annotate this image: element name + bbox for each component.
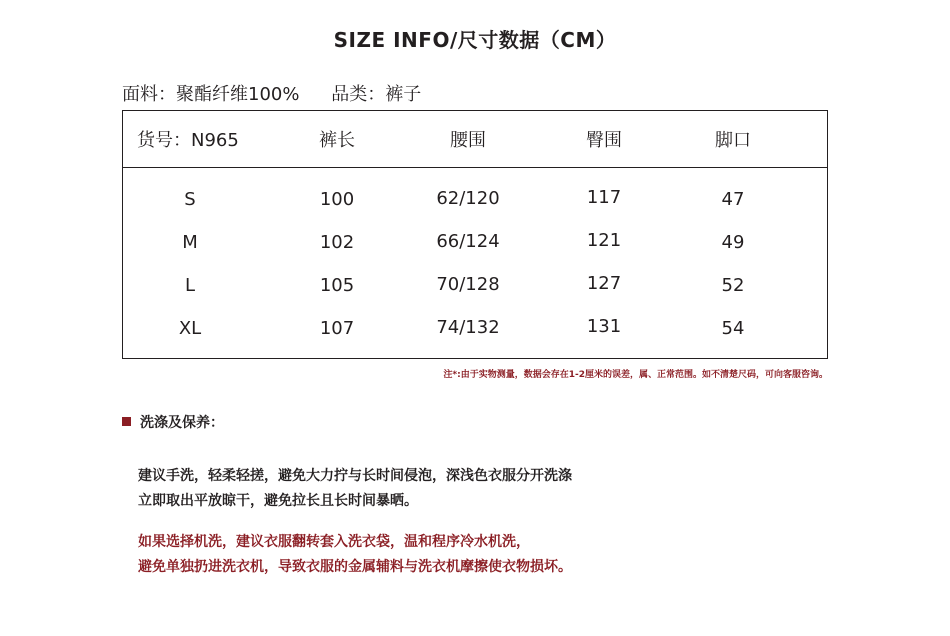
row-waist: 70/128 [436,274,500,295]
row-hem: 54 [721,318,745,339]
row-size: S [184,189,196,210]
care-heading [122,412,224,432]
header-item-no: 货号：N965 [137,130,239,151]
fabric-label: 面料：聚酯纤维100% [122,84,300,105]
row-size: M [182,232,198,253]
header-waist: 腰围 [450,130,486,151]
row-waist: 74/132 [436,317,500,338]
size-table [122,110,828,359]
row-length: 107 [319,318,355,339]
table-header-row [123,111,827,168]
row-hem: 52 [721,275,745,296]
measurement-note: 注*:由于实物测量，数据会存在1-2厘米的误差，属、正常范围。如不清楚尺码，可向客服咨询。 [443,370,828,380]
row-waist: 66/124 [436,231,500,252]
row-hem: 47 [721,189,745,210]
row-hip: 131 [586,316,622,337]
care-warning-line: 如果选择机洗，建议衣服翻转套入洗衣袋，温和程序冷水机洗， [138,534,530,550]
row-hip: 121 [586,230,622,251]
row-length: 102 [319,232,355,253]
category-label: 品类：裤子 [331,84,422,105]
header-hip: 臀围 [586,130,622,151]
row-length: 100 [319,189,355,210]
row-waist: 62/120 [436,188,500,209]
product-meta [122,80,421,106]
row-hip: 127 [586,273,622,294]
header-length: 裤长 [319,130,355,151]
row-hem: 49 [721,232,745,253]
row-length: 105 [319,275,355,296]
care-warning-line: 避免单独扔进洗衣机，导致衣服的金属辅料与洗衣机摩擦使衣物损坏。 [138,559,572,575]
care-instruction-line: 建议手洗，轻柔轻搓，避免大力拧与长时间侵泡，深浅色衣服分开洗涤 [138,468,572,484]
row-size: XL [178,318,202,339]
row-size: L [184,275,196,296]
bullet-square-icon [122,417,131,426]
row-hip: 117 [586,187,622,208]
page-title: SIZE INFO/尺寸数据（CM） [333,28,617,52]
header-hem: 脚口 [715,130,751,151]
care-heading-label: 洗涤及保养： [140,415,224,431]
care-instruction-line: 立即取出平放晾干，避免拉长且长时间暴晒。 [138,493,418,509]
